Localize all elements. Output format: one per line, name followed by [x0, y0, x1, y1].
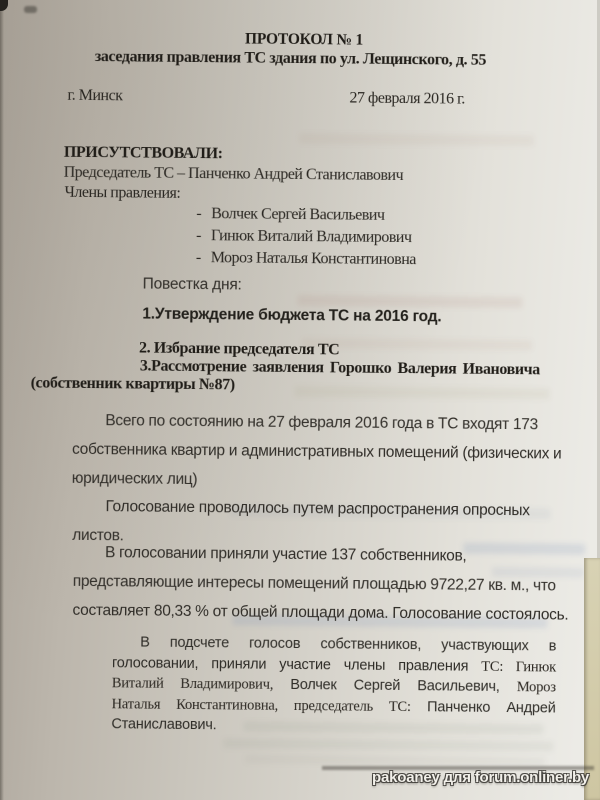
- agenda-item-2: 2. Избрание председателя ТС: [138, 339, 340, 359]
- bleed-through-smudge: [245, 755, 545, 767]
- vote-count-segment: ТС: Гинюк: [481, 658, 557, 676]
- members-label: Члены правления:: [64, 183, 181, 202]
- agenda-item-3-continued: (собственник квартиры №87): [30, 374, 235, 394]
- watermark-caption: pakoaney для forum.onliner.by: [372, 769, 590, 786]
- bleed-through-smudge: [297, 295, 522, 308]
- chairman-line: Председатель ТС – Панченко Андрей Станиславович: [63, 163, 404, 184]
- top-smudge: [24, 6, 37, 13]
- board-member-name: Гинюк Виталий Владимирович: [210, 227, 412, 247]
- photo-left-edge-shadow: [0, 0, 4, 800]
- agenda-item-1: 1.Утверждение бюджета ТС на 2016 год.: [142, 305, 442, 326]
- vote-count-segment: Виталий Владимирович,: [111, 675, 274, 693]
- bleed-through-smudge: [295, 386, 550, 399]
- list-dash: -: [196, 205, 202, 223]
- vote-count-line: В подсчете голосов собственников, участвующих в: [140, 634, 557, 655]
- paragraph-voting-method: Голосование проводилось путем распространения опросных листов.: [72, 498, 530, 545]
- vote-count-line: Станиславович.: [111, 716, 217, 734]
- list-dash: -: [196, 227, 202, 245]
- agenda-heading: Повестка дня:: [142, 275, 242, 294]
- bleed-through-smudge: [299, 133, 534, 146]
- vote-count-segment: Волчек Сергей Васильевич,: [290, 677, 500, 696]
- document-subtitle: заседания правления ТС здания по ул. Лещинского, д. 55: [94, 48, 487, 69]
- board-member-item: [196, 205, 384, 225]
- document-title: ПРОТОКОЛ № 1: [244, 30, 364, 49]
- bleed-through-smudge: [223, 738, 553, 751]
- paragraph-total-owners: Всего по состоянию на 27 февраля 2016 года в ТС входят 173 собственника квартир и административных помещений (физических и юридических лиц): [71, 412, 562, 488]
- vote-count-segment: Мороз: [516, 679, 556, 696]
- vote-count-segment: Панченко Андрей: [427, 699, 556, 717]
- date-label: 27 февраля 2016 г.: [349, 89, 465, 108]
- agenda-item-3: 3.Рассмотрение заявления Горошко Валерия Ивановича: [139, 357, 540, 379]
- vote-count-segment: Наталья Константиновна, председатель ТС:: [111, 696, 411, 715]
- board-member-item: [196, 249, 416, 269]
- table-surface-edge: [584, 558, 600, 800]
- attendees-heading: ПРИСУТСТВОВАЛИ:: [63, 143, 223, 163]
- board-member-name: Волчек Сергей Васильевич: [211, 205, 385, 224]
- board-member-item: [196, 227, 412, 247]
- paragraph-vote-count: [111, 632, 556, 739]
- paragraph-voting-result: В голосовании приняли участие 137 собственников, представляющие интересы помещений площадью 9722,27 кв. м., что составляет 80,33 % от общей площади дома. Голосование состоялось.: [72, 544, 569, 624]
- board-member-name: Мороз Наталья Константиновна: [210, 249, 416, 269]
- list-dash: -: [195, 249, 201, 267]
- city-label: г. Минск: [67, 86, 123, 105]
- vote-count-segment: голосовании, приняли участие члены правления: [111, 654, 469, 675]
